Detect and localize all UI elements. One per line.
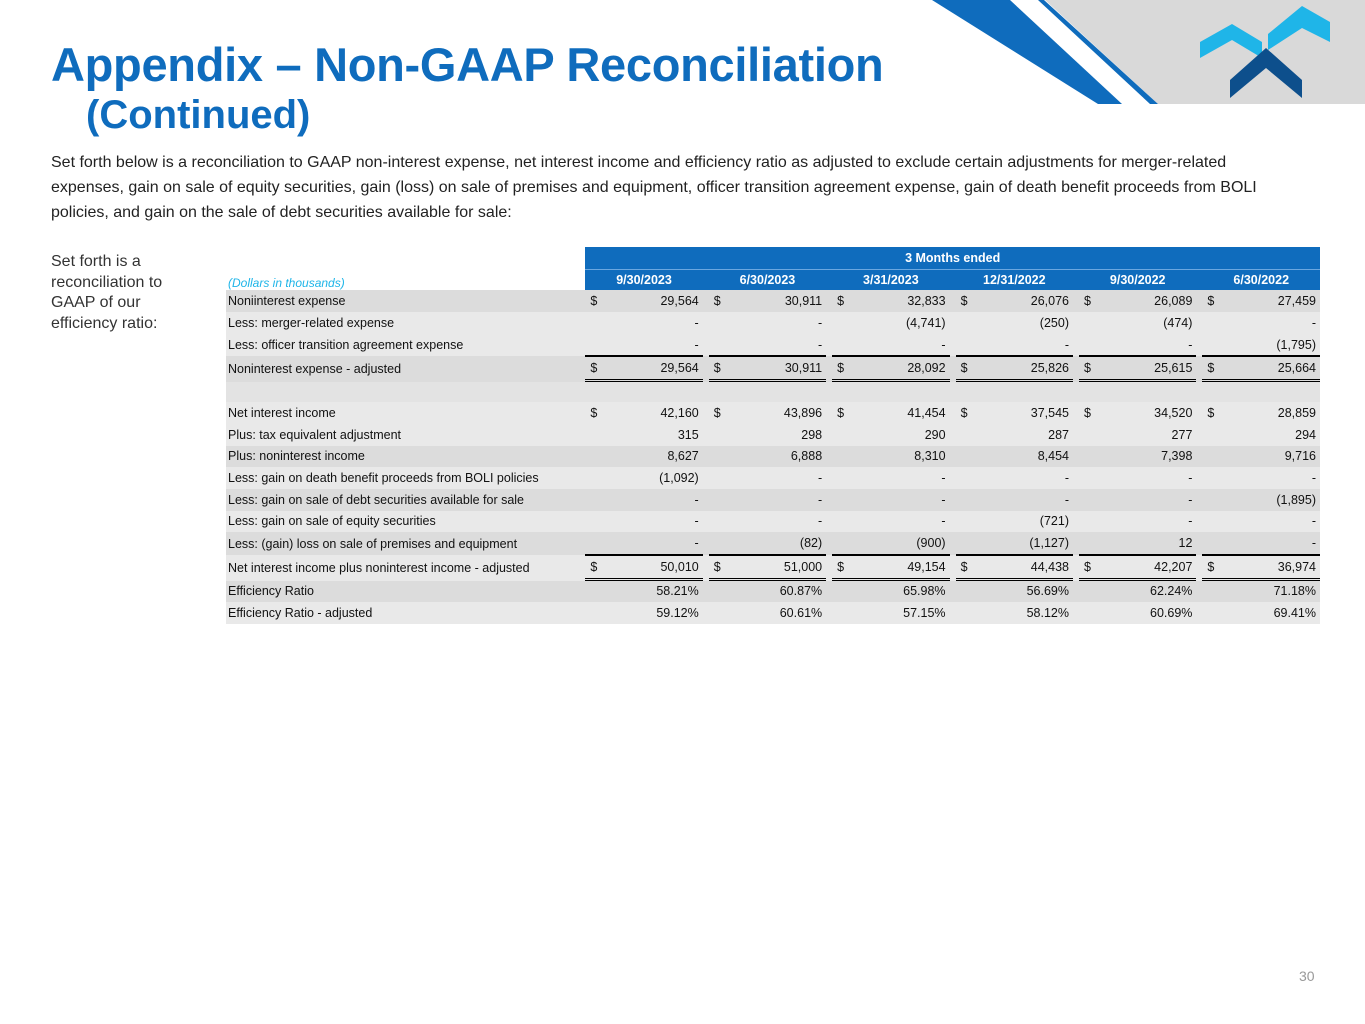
row-label: Less: merger-related expense [226, 312, 585, 334]
currency-cell [956, 489, 971, 511]
value-cell: 60.61% [724, 602, 826, 624]
currency-cell [585, 511, 600, 533]
value-cell: - [1217, 467, 1320, 489]
currency-cell: $ [832, 555, 847, 581]
currency-cell [832, 489, 847, 511]
currency-cell [832, 424, 847, 446]
value-cell: 32,833 [847, 290, 949, 312]
currency-cell: $ [832, 290, 847, 312]
currency-cell [585, 312, 600, 334]
currency-cell [1079, 446, 1094, 468]
currency-cell [1079, 489, 1094, 511]
currency-cell [709, 602, 724, 624]
currency-cell: $ [956, 555, 971, 581]
currency-cell: $ [1079, 356, 1094, 382]
value-cell: 25,615 [1094, 356, 1196, 382]
value-cell: 6,888 [724, 446, 826, 468]
currency-cell: $ [585, 402, 600, 424]
value-cell: 29,564 [600, 290, 702, 312]
table-row [226, 511, 1320, 533]
value-cell: 9,716 [1217, 446, 1320, 468]
value-cell: 42,207 [1094, 555, 1196, 581]
table-row [226, 467, 1320, 489]
column-header: 9/30/2022 [1079, 269, 1196, 291]
value-cell: 30,911 [724, 290, 826, 312]
currency-cell: $ [832, 402, 847, 424]
currency-cell [1079, 312, 1094, 334]
value-cell: 298 [724, 424, 826, 446]
table-row [226, 334, 1320, 357]
value-cell: 41,454 [847, 402, 949, 424]
currency-cell [1079, 467, 1094, 489]
currency-cell [1202, 602, 1217, 624]
value-cell: (1,092) [600, 467, 702, 489]
row-label: Less: (gain) loss on sale of premises and equipment [226, 532, 585, 555]
spacer-cell [226, 382, 1320, 402]
value-cell: 44,438 [971, 555, 1073, 581]
currency-cell [832, 532, 847, 555]
value-cell: 69.41% [1217, 602, 1320, 624]
currency-cell [956, 446, 971, 468]
row-label: Less: gain on sale of equity securities [226, 511, 585, 533]
value-cell: - [847, 467, 949, 489]
currency-cell: $ [956, 402, 971, 424]
currency-cell [832, 581, 847, 603]
row-label: Noninterest expense - adjusted [226, 356, 585, 382]
currency-cell [1202, 334, 1217, 357]
currency-cell [709, 446, 724, 468]
value-cell: - [971, 334, 1073, 357]
value-cell: 25,826 [971, 356, 1073, 382]
table-row [226, 532, 1320, 555]
currency-cell: $ [585, 555, 600, 581]
currency-cell [585, 489, 600, 511]
value-cell: - [1094, 489, 1196, 511]
value-cell: 290 [847, 424, 949, 446]
currency-cell: $ [709, 555, 724, 581]
value-cell: - [1094, 467, 1196, 489]
currency-cell: $ [1079, 555, 1094, 581]
page-subtitle: (Continued) [86, 93, 311, 137]
table-row [226, 489, 1320, 511]
currency-cell [1202, 424, 1217, 446]
currency-cell [1202, 489, 1217, 511]
currency-cell [1202, 581, 1217, 603]
value-cell: - [724, 511, 826, 533]
currency-cell [956, 602, 971, 624]
currency-cell: $ [709, 290, 724, 312]
value-cell: 60.87% [724, 581, 826, 603]
currency-cell [956, 532, 971, 555]
currency-cell [1079, 424, 1094, 446]
currency-cell [585, 446, 600, 468]
column-header: 6/30/2022 [1202, 269, 1320, 291]
currency-cell [1202, 312, 1217, 334]
currency-cell [709, 424, 724, 446]
units-label: (Dollars in thousands) [228, 276, 345, 291]
table-row [226, 290, 1320, 312]
currency-cell: $ [1202, 290, 1217, 312]
value-cell: - [600, 312, 702, 334]
row-label: Less: gain on sale of debt securities available for sale [226, 489, 585, 511]
currency-cell [585, 334, 600, 357]
currency-cell [709, 467, 724, 489]
currency-cell [1079, 602, 1094, 624]
currency-cell [832, 312, 847, 334]
currency-cell [585, 581, 600, 603]
row-label: Efficiency Ratio - adjusted [226, 602, 585, 624]
table-row [226, 312, 1320, 334]
table-row [226, 356, 1320, 382]
currency-cell [709, 489, 724, 511]
currency-cell: $ [832, 356, 847, 382]
row-label: Plus: tax equivalent adjustment [226, 424, 585, 446]
row-label: Net interest income [226, 402, 585, 424]
table-column-header-row [226, 269, 1320, 291]
column-header: 12/31/2022 [956, 269, 1073, 291]
value-cell: - [1094, 334, 1196, 357]
value-cell: 28,092 [847, 356, 949, 382]
value-cell: 277 [1094, 424, 1196, 446]
value-cell: 42,160 [600, 402, 702, 424]
currency-cell [709, 581, 724, 603]
value-cell: (250) [971, 312, 1073, 334]
currency-cell [956, 511, 971, 533]
table-row [226, 555, 1320, 581]
currency-cell [832, 446, 847, 468]
currency-cell [1202, 446, 1217, 468]
value-cell: - [1094, 511, 1196, 533]
currency-cell [585, 424, 600, 446]
value-cell: - [724, 334, 826, 357]
value-cell: - [847, 489, 949, 511]
row-label: Less: gain on death benefit proceeds from BOLI policies [226, 467, 585, 489]
page-title: Appendix – Non-GAAP Reconciliation [51, 38, 884, 91]
value-cell: 34,520 [1094, 402, 1196, 424]
value-cell: - [1217, 532, 1320, 555]
currency-cell [956, 312, 971, 334]
value-cell: - [600, 334, 702, 357]
value-cell: 294 [1217, 424, 1320, 446]
value-cell: 8,454 [971, 446, 1073, 468]
currency-cell [709, 334, 724, 357]
value-cell: - [600, 511, 702, 533]
currency-cell [956, 467, 971, 489]
value-cell: (1,127) [971, 532, 1073, 555]
value-cell: 29,564 [600, 356, 702, 382]
currency-cell [832, 602, 847, 624]
column-header: 6/30/2023 [709, 269, 826, 291]
currency-cell [709, 532, 724, 555]
value-cell: 50,010 [600, 555, 702, 581]
currency-cell [709, 511, 724, 533]
value-cell: 58.21% [600, 581, 702, 603]
currency-cell [1079, 511, 1094, 533]
value-cell: (721) [971, 511, 1073, 533]
value-cell: 26,076 [971, 290, 1073, 312]
currency-cell [585, 602, 600, 624]
row-label: Noniinterest expense [226, 290, 585, 312]
row-label: Efficiency Ratio [226, 581, 585, 603]
value-cell: (1,795) [1217, 334, 1320, 357]
currency-cell: $ [956, 356, 971, 382]
value-cell: 25,664 [1217, 356, 1320, 382]
row-label: Net interest income plus noninterest income - adjusted [226, 555, 585, 581]
currency-cell [585, 532, 600, 555]
page-number: 30 [1299, 968, 1315, 984]
currency-cell [585, 467, 600, 489]
currency-cell: $ [709, 356, 724, 382]
currency-cell [956, 424, 971, 446]
value-cell: (1,895) [1217, 489, 1320, 511]
value-cell: 28,859 [1217, 402, 1320, 424]
intro-paragraph: Set forth below is a reconciliation to GAAP non-interest expense, net interest income and efficiency ratio as adjusted to exclude certain adjustments for merger-related expenses, gain on sale of equity securities, gain (loss) on sale of premises and equipment, officer transition agreement expense, gain of death benefit proceeds from BOLI policies, and gain on the sale of debt securities available for sale: [51, 154, 1257, 221]
currency-cell [1079, 334, 1094, 357]
value-cell: 60.69% [1094, 602, 1196, 624]
currency-cell [956, 581, 971, 603]
table-group-header-row [226, 247, 1320, 269]
value-cell: 65.98% [847, 581, 949, 603]
currency-cell [709, 312, 724, 334]
value-cell: 57.15% [847, 602, 949, 624]
currency-cell [1202, 511, 1217, 533]
value-cell: - [847, 334, 949, 357]
value-cell: 27,459 [1217, 290, 1320, 312]
value-cell: 12 [1094, 532, 1196, 555]
value-cell: (474) [1094, 312, 1196, 334]
value-cell: 315 [600, 424, 702, 446]
currency-cell: $ [956, 290, 971, 312]
table-spacer-row [226, 382, 1320, 402]
currency-cell: $ [585, 356, 600, 382]
currency-cell: $ [1079, 290, 1094, 312]
value-cell: 8,310 [847, 446, 949, 468]
value-cell: - [600, 489, 702, 511]
value-cell: 8,627 [600, 446, 702, 468]
company-logo-icon [1200, 6, 1330, 98]
side-note: Set forth is a reconciliation to GAAP of our efficiency ratio: [51, 253, 163, 332]
value-cell: - [971, 467, 1073, 489]
group-header: 3 Months ended [585, 247, 1320, 269]
table-row [226, 424, 1320, 446]
currency-cell: $ [1202, 555, 1217, 581]
currency-cell [1202, 532, 1217, 555]
table-row [226, 581, 1320, 603]
value-cell: (82) [724, 532, 826, 555]
value-cell: 287 [971, 424, 1073, 446]
value-cell: - [724, 312, 826, 334]
value-cell: 56.69% [971, 581, 1073, 603]
value-cell: 43,896 [724, 402, 826, 424]
value-cell: - [724, 467, 826, 489]
currency-cell: $ [709, 402, 724, 424]
value-cell: 71.18% [1217, 581, 1320, 603]
currency-cell [1202, 467, 1217, 489]
currency-cell: $ [1202, 356, 1217, 382]
currency-cell [832, 334, 847, 357]
currency-cell: $ [1202, 402, 1217, 424]
value-cell: 30,911 [724, 356, 826, 382]
table-row [226, 446, 1320, 468]
row-label: Less: officer transition agreement expense [226, 334, 585, 357]
value-cell: 49,154 [847, 555, 949, 581]
value-cell: 37,545 [971, 402, 1073, 424]
currency-cell [832, 511, 847, 533]
value-cell: (4,741) [847, 312, 949, 334]
currency-cell [1079, 532, 1094, 555]
value-cell: 36,974 [1217, 555, 1320, 581]
table-row [226, 402, 1320, 424]
value-cell: - [600, 532, 702, 555]
value-cell: (900) [847, 532, 949, 555]
value-cell: 58.12% [971, 602, 1073, 624]
currency-cell: $ [1079, 402, 1094, 424]
value-cell: - [724, 489, 826, 511]
column-header: 3/31/2023 [832, 269, 949, 291]
row-label: Plus: noninterest income [226, 446, 585, 468]
value-cell: 7,398 [1094, 446, 1196, 468]
table-row [226, 602, 1320, 624]
currency-cell [956, 334, 971, 357]
value-cell: 51,000 [724, 555, 826, 581]
value-cell: - [1217, 312, 1320, 334]
value-cell: - [847, 511, 949, 533]
value-cell: 26,089 [1094, 290, 1196, 312]
currency-cell [1079, 581, 1094, 603]
value-cell: - [1217, 511, 1320, 533]
value-cell: 59.12% [600, 602, 702, 624]
currency-cell: $ [585, 290, 600, 312]
currency-cell [832, 467, 847, 489]
value-cell: 62.24% [1094, 581, 1196, 603]
reconciliation-table [226, 247, 1320, 624]
column-header: 9/30/2023 [585, 269, 702, 291]
value-cell: - [971, 489, 1073, 511]
